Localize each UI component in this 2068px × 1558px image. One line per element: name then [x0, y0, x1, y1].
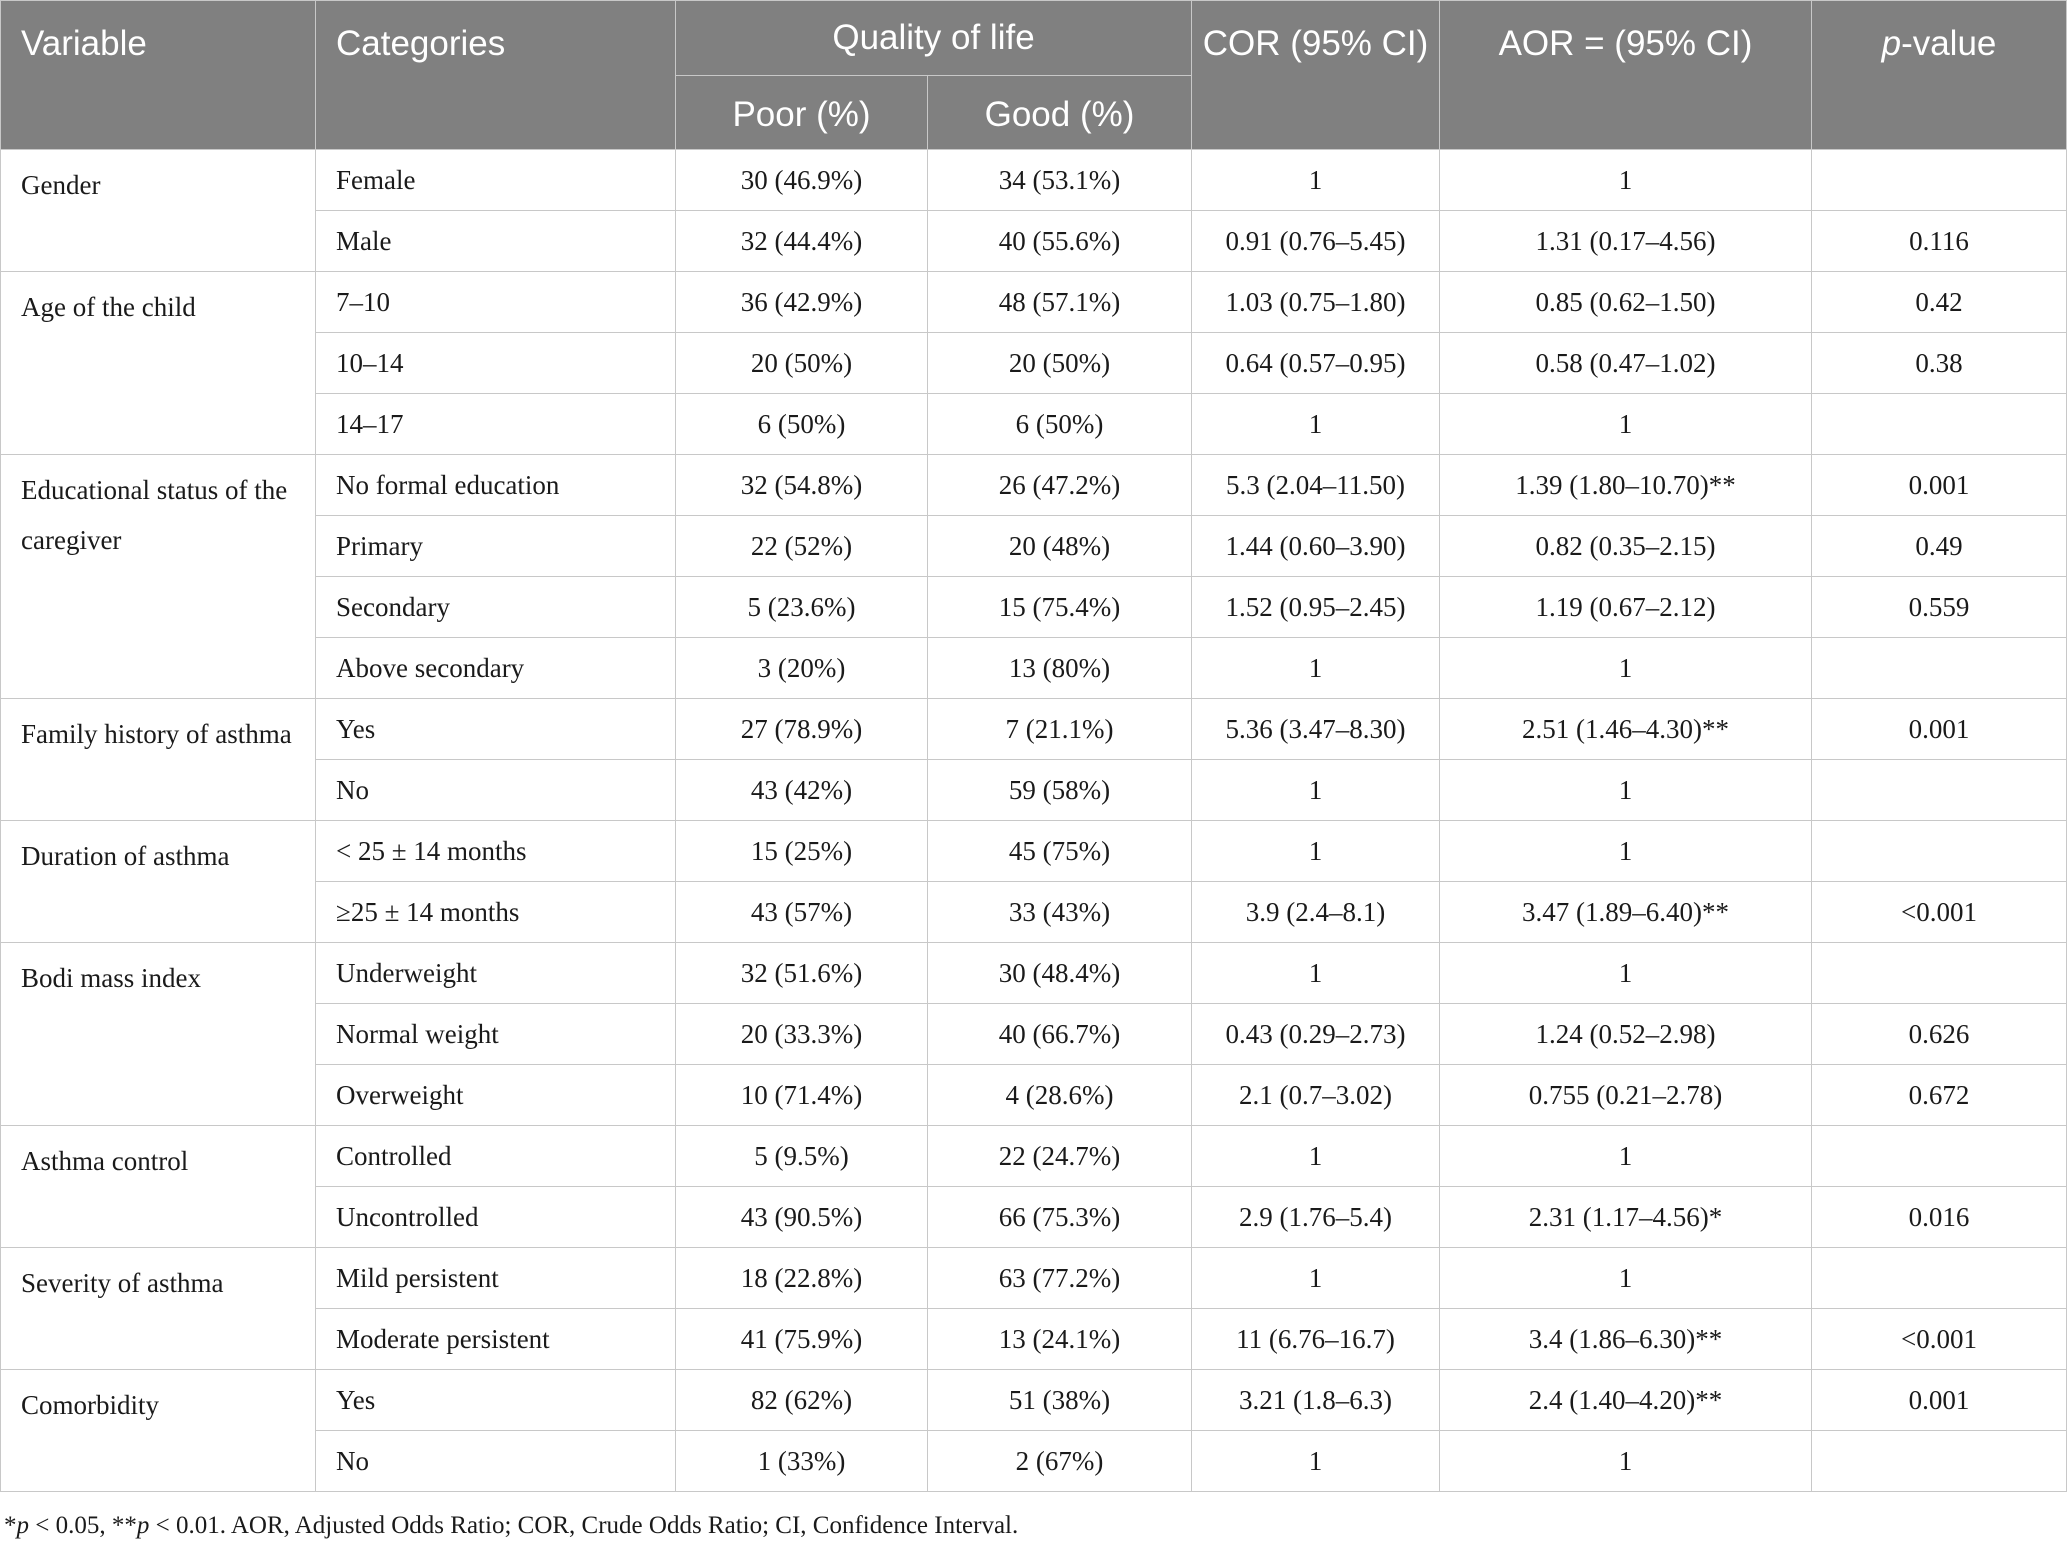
- cor-cell: 2.1 (0.7–3.02): [1192, 1065, 1440, 1126]
- category-cell: No: [316, 1431, 676, 1492]
- aor-cell: 1: [1440, 394, 1812, 455]
- cor-cell: 1: [1192, 1431, 1440, 1492]
- variable-cell: Educational status of the caregiver: [1, 455, 316, 699]
- aor-cell: 1.39 (1.80–10.70)**: [1440, 455, 1812, 516]
- cor-cell: 3.21 (1.8–6.3): [1192, 1370, 1440, 1431]
- cor-cell: 0.91 (0.76–5.45): [1192, 211, 1440, 272]
- p-value-cell: [1812, 394, 2067, 455]
- good-cell: 13 (24.1%): [928, 1309, 1192, 1370]
- good-cell: 63 (77.2%): [928, 1248, 1192, 1309]
- p-value-cell: [1812, 943, 2067, 1004]
- table-header: [1, 1, 2067, 150]
- poor-cell: 32 (51.6%): [676, 943, 928, 1004]
- poor-cell: 15 (25%): [676, 821, 928, 882]
- category-cell: Uncontrolled: [316, 1187, 676, 1248]
- category-cell: Mild persistent: [316, 1248, 676, 1309]
- poor-cell: 6 (50%): [676, 394, 928, 455]
- header-quality-of-life: Quality of life: [676, 1, 1192, 76]
- cor-cell: 1: [1192, 821, 1440, 882]
- table-row: [1, 821, 2067, 882]
- table-body: [1, 150, 2067, 1492]
- p-value-cell: 0.001: [1812, 1370, 2067, 1431]
- poor-cell: 43 (57%): [676, 882, 928, 943]
- category-cell: Above secondary: [316, 638, 676, 699]
- table-row: [1, 272, 2067, 333]
- poor-cell: 10 (71.4%): [676, 1065, 928, 1126]
- p-value-cell: 0.559: [1812, 577, 2067, 638]
- p-value-cell: [1812, 1431, 2067, 1492]
- table-row: [1, 1126, 2067, 1187]
- variable-cell: Family history of asthma: [1, 699, 316, 821]
- poor-cell: 36 (42.9%): [676, 272, 928, 333]
- cor-cell: 1: [1192, 760, 1440, 821]
- table-row: [1, 699, 2067, 760]
- category-cell: Moderate persistent: [316, 1309, 676, 1370]
- aor-cell: 1: [1440, 1126, 1812, 1187]
- cor-cell: 5.3 (2.04–11.50): [1192, 455, 1440, 516]
- aor-cell: 1: [1440, 150, 1812, 211]
- good-cell: 20 (48%): [928, 516, 1192, 577]
- category-cell: Primary: [316, 516, 676, 577]
- p-value-cell: 0.016: [1812, 1187, 2067, 1248]
- variable-cell: Bodi mass index: [1, 943, 316, 1126]
- category-cell: Female: [316, 150, 676, 211]
- category-cell: Normal weight: [316, 1004, 676, 1065]
- header-variable: Variable: [1, 1, 316, 150]
- p-value-cell: <0.001: [1812, 882, 2067, 943]
- cor-cell: 1.44 (0.60–3.90): [1192, 516, 1440, 577]
- category-cell: Overweight: [316, 1065, 676, 1126]
- category-cell: Male: [316, 211, 676, 272]
- good-cell: 6 (50%): [928, 394, 1192, 455]
- good-cell: 26 (47.2%): [928, 455, 1192, 516]
- p-value-cell: [1812, 1248, 2067, 1309]
- aor-cell: 1: [1440, 943, 1812, 1004]
- table-row: [1, 455, 2067, 516]
- aor-cell: 1.31 (0.17–4.56): [1440, 211, 1812, 272]
- header-poor: Poor (%): [676, 76, 928, 150]
- p-value-cell: [1812, 150, 2067, 211]
- aor-cell: 1: [1440, 760, 1812, 821]
- aor-cell: 2.31 (1.17–4.56)*: [1440, 1187, 1812, 1248]
- header-aor: AOR = (95% CI): [1440, 1, 1812, 150]
- cor-cell: 2.9 (1.76–5.4): [1192, 1187, 1440, 1248]
- good-cell: 34 (53.1%): [928, 150, 1192, 211]
- p-value-cell: 0.001: [1812, 699, 2067, 760]
- good-cell: 4 (28.6%): [928, 1065, 1192, 1126]
- poor-cell: 27 (78.9%): [676, 699, 928, 760]
- variable-cell: Severity of asthma: [1, 1248, 316, 1370]
- poor-cell: 1 (33%): [676, 1431, 928, 1492]
- cor-cell: 1: [1192, 1126, 1440, 1187]
- good-cell: 15 (75.4%): [928, 577, 1192, 638]
- category-cell: Controlled: [316, 1126, 676, 1187]
- category-cell: ≥25 ± 14 months: [316, 882, 676, 943]
- header-good: Good (%): [928, 76, 1192, 150]
- aor-cell: 0.755 (0.21–2.78): [1440, 1065, 1812, 1126]
- good-cell: 66 (75.3%): [928, 1187, 1192, 1248]
- aor-cell: 1.19 (0.67–2.12): [1440, 577, 1812, 638]
- cor-cell: 0.43 (0.29–2.73): [1192, 1004, 1440, 1065]
- poor-cell: 82 (62%): [676, 1370, 928, 1431]
- p-value-cell: [1812, 638, 2067, 699]
- category-cell: 7–10: [316, 272, 676, 333]
- aor-cell: 3.4 (1.86–6.30)**: [1440, 1309, 1812, 1370]
- poor-cell: 32 (54.8%): [676, 455, 928, 516]
- good-cell: 45 (75%): [928, 821, 1192, 882]
- variable-cell: Gender: [1, 150, 316, 272]
- p-value-cell: 0.49: [1812, 516, 2067, 577]
- poor-cell: 20 (33.3%): [676, 1004, 928, 1065]
- good-cell: 13 (80%): [928, 638, 1192, 699]
- cor-cell: 1.52 (0.95–2.45): [1192, 577, 1440, 638]
- aor-cell: 1: [1440, 638, 1812, 699]
- category-cell: No: [316, 760, 676, 821]
- aor-cell: 1.24 (0.52–2.98): [1440, 1004, 1812, 1065]
- good-cell: 48 (57.1%): [928, 272, 1192, 333]
- poor-cell: 22 (52%): [676, 516, 928, 577]
- poor-cell: 3 (20%): [676, 638, 928, 699]
- p-value-cell: 0.116: [1812, 211, 2067, 272]
- p-value-cell: [1812, 760, 2067, 821]
- poor-cell: 43 (90.5%): [676, 1187, 928, 1248]
- poor-cell: 20 (50%): [676, 333, 928, 394]
- table-row: [1, 1248, 2067, 1309]
- good-cell: 40 (55.6%): [928, 211, 1192, 272]
- cor-cell: 1: [1192, 1248, 1440, 1309]
- aor-cell: 1: [1440, 1248, 1812, 1309]
- table-footnote: *p < 0.05, **p < 0.01. AOR, Adjusted Odds Ratio; COR, Crude Odds Ratio; CI, Confidence Interval.: [4, 1512, 1019, 1539]
- aor-cell: 2.51 (1.46–4.30)**: [1440, 699, 1812, 760]
- aor-cell: 0.58 (0.47–1.02): [1440, 333, 1812, 394]
- cor-cell: 0.64 (0.57–0.95): [1192, 333, 1440, 394]
- good-cell: 20 (50%): [928, 333, 1192, 394]
- cor-cell: 1.03 (0.75–1.80): [1192, 272, 1440, 333]
- aor-cell: 3.47 (1.89–6.40)**: [1440, 882, 1812, 943]
- category-cell: 14–17: [316, 394, 676, 455]
- aor-cell: 2.4 (1.40–4.20)**: [1440, 1370, 1812, 1431]
- table-row: [1, 1370, 2067, 1431]
- category-cell: No formal education: [316, 455, 676, 516]
- p-value-cell: 0.38: [1812, 333, 2067, 394]
- poor-cell: 5 (23.6%): [676, 577, 928, 638]
- good-cell: 51 (38%): [928, 1370, 1192, 1431]
- variable-cell: Asthma control: [1, 1126, 316, 1248]
- good-cell: 2 (67%): [928, 1431, 1192, 1492]
- good-cell: 30 (48.4%): [928, 943, 1192, 1004]
- p-value-cell: 0.626: [1812, 1004, 2067, 1065]
- cor-cell: 1: [1192, 394, 1440, 455]
- poor-cell: 43 (42%): [676, 760, 928, 821]
- category-cell: 10–14: [316, 333, 676, 394]
- good-cell: 40 (66.7%): [928, 1004, 1192, 1065]
- aor-cell: 0.85 (0.62–1.50): [1440, 272, 1812, 333]
- poor-cell: 32 (44.4%): [676, 211, 928, 272]
- header-p-value: p-value: [1812, 1, 2067, 150]
- header-cor: COR (95% CI): [1192, 1, 1440, 150]
- aor-cell: 1: [1440, 1431, 1812, 1492]
- good-cell: 59 (58%): [928, 760, 1192, 821]
- aor-cell: 1: [1440, 821, 1812, 882]
- p-value-cell: <0.001: [1812, 1309, 2067, 1370]
- category-cell: Secondary: [316, 577, 676, 638]
- p-value-cell: 0.001: [1812, 455, 2067, 516]
- poor-cell: 18 (22.8%): [676, 1248, 928, 1309]
- p-value-cell: [1812, 821, 2067, 882]
- good-cell: 33 (43%): [928, 882, 1192, 943]
- category-cell: < 25 ± 14 months: [316, 821, 676, 882]
- p-value-cell: 0.42: [1812, 272, 2067, 333]
- poor-cell: 5 (9.5%): [676, 1126, 928, 1187]
- table-row: [1, 150, 2067, 211]
- cor-cell: 1: [1192, 943, 1440, 1004]
- p-value-cell: 0.672: [1812, 1065, 2067, 1126]
- variable-cell: Age of the child: [1, 272, 316, 455]
- cor-cell: 1: [1192, 150, 1440, 211]
- poor-cell: 30 (46.9%): [676, 150, 928, 211]
- variable-cell: Comorbidity: [1, 1370, 316, 1492]
- cor-cell: 11 (6.76–16.7): [1192, 1309, 1440, 1370]
- good-cell: 7 (21.1%): [928, 699, 1192, 760]
- cor-cell: 3.9 (2.4–8.1): [1192, 882, 1440, 943]
- cor-cell: 5.36 (3.47–8.30): [1192, 699, 1440, 760]
- aor-cell: 0.82 (0.35–2.15): [1440, 516, 1812, 577]
- table-row: [1, 943, 2067, 1004]
- poor-cell: 41 (75.9%): [676, 1309, 928, 1370]
- category-cell: Underweight: [316, 943, 676, 1004]
- cor-cell: 1: [1192, 638, 1440, 699]
- p-value-cell: [1812, 1126, 2067, 1187]
- good-cell: 22 (24.7%): [928, 1126, 1192, 1187]
- variable-cell: Duration of asthma: [1, 821, 316, 943]
- header-categories: Categories: [316, 1, 676, 150]
- category-cell: Yes: [316, 699, 676, 760]
- category-cell: Yes: [316, 1370, 676, 1431]
